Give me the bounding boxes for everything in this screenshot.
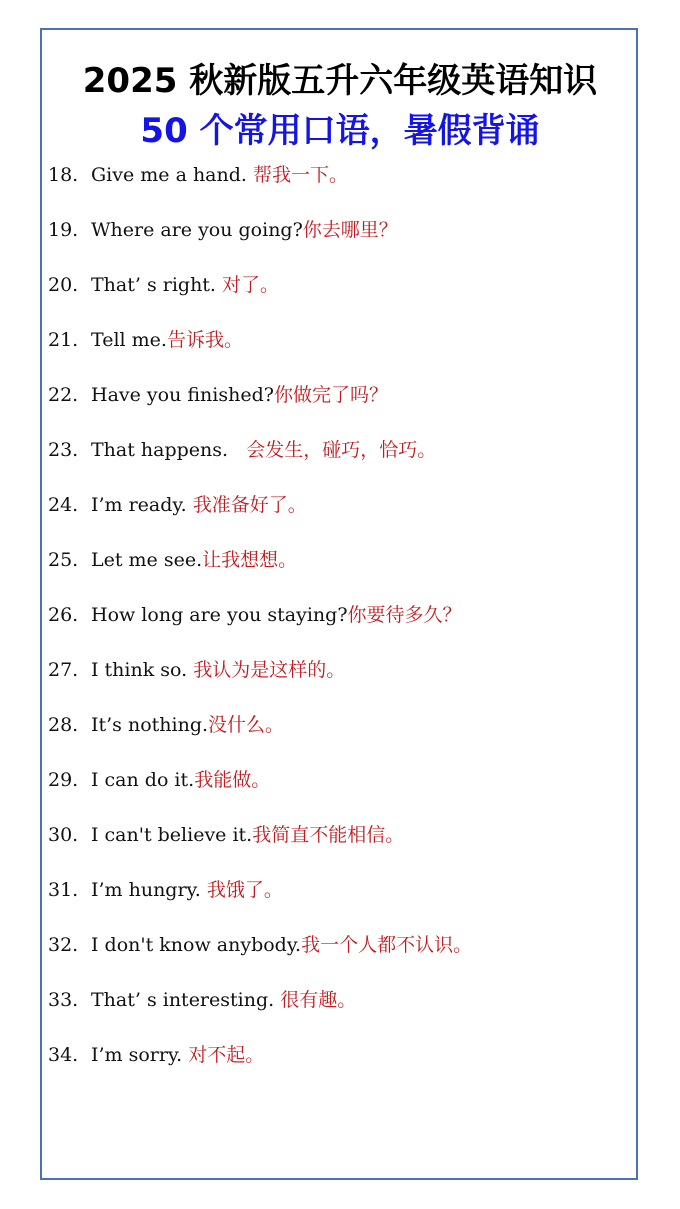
phrase-item <box>48 710 633 765</box>
phrase-number: 19. <box>48 219 79 241</box>
english-phrase: I’m hungry. <box>91 879 201 901</box>
english-phrase: Have you finished? <box>91 384 274 406</box>
phrase-item <box>48 435 633 490</box>
phrase-item <box>48 1040 633 1095</box>
phrase-item <box>48 655 633 710</box>
phrase-item <box>48 930 633 985</box>
phrase-item <box>48 380 633 435</box>
chinese-translation: 对不起。 <box>188 1044 265 1066</box>
chinese-translation: 我简直不能相信。 <box>252 824 405 846</box>
page-title: 2025 秋新版五升六年级英语知识 <box>82 61 598 101</box>
english-phrase: I think so. <box>91 659 188 681</box>
chinese-translation: 告诉我。 <box>166 329 243 351</box>
chinese-translation: 会发生，碰巧，恰巧。 <box>246 439 437 461</box>
phrase-item <box>48 325 633 380</box>
phrase-number: 22. <box>48 384 79 406</box>
phrase-number: 30. <box>48 824 79 846</box>
chinese-translation: 我认为是这样的。 <box>193 659 346 681</box>
phrase-item <box>48 215 633 270</box>
phrase-number: 28. <box>48 714 79 736</box>
phrase-item <box>48 270 633 325</box>
phrase-number: 23. <box>48 439 79 461</box>
chinese-translation: 你做完了吗？ <box>273 384 388 406</box>
phrase-number: 25. <box>48 549 79 571</box>
phrase-item <box>48 600 633 655</box>
english-phrase: Where are you going? <box>91 219 303 241</box>
phrase-number: 29. <box>48 769 79 791</box>
phrase-item <box>48 875 633 930</box>
phrase-number: 26. <box>48 604 79 626</box>
english-phrase: I’m ready. <box>91 494 187 516</box>
phrase-number: 31. <box>48 879 79 901</box>
phrase-item <box>48 820 633 875</box>
phrase-list <box>48 160 633 1095</box>
chinese-translation: 我能做。 <box>194 769 271 791</box>
chinese-translation: 对了。 <box>222 274 280 296</box>
chinese-translation: 你要待多久？ <box>347 604 462 626</box>
english-phrase: That’ s interesting. <box>91 989 275 1011</box>
english-phrase: How long are you staying? <box>91 604 348 626</box>
english-phrase: Tell me. <box>91 329 167 351</box>
phrase-number: 34. <box>48 1044 79 1066</box>
chinese-translation: 你去哪里？ <box>302 219 398 241</box>
english-phrase: Let me see. <box>91 549 203 571</box>
chinese-translation: 我一个人都不认识。 <box>301 934 473 956</box>
english-phrase: I don't know anybody. <box>91 934 302 956</box>
phrase-number: 24. <box>48 494 79 516</box>
english-phrase: That happens. <box>91 439 229 461</box>
english-phrase: I’m sorry. <box>91 1044 183 1066</box>
english-phrase: I can do it. <box>91 769 195 791</box>
page-subtitle: 50 个常用口语，暑假背诵 <box>140 111 540 151</box>
phrase-item <box>48 985 633 1040</box>
phrase-number: 21. <box>48 329 79 351</box>
chinese-translation: 没什么。 <box>208 714 285 736</box>
english-phrase: It’s nothing. <box>91 714 209 736</box>
chinese-translation: 我饿了。 <box>206 879 283 901</box>
phrase-item <box>48 765 633 820</box>
chinese-translation: 我准备好了。 <box>192 494 307 516</box>
chinese-translation: 很有趣。 <box>280 989 357 1011</box>
phrase-number: 32. <box>48 934 79 956</box>
chinese-translation: 让我想想。 <box>202 549 298 571</box>
phrase-number: 27. <box>48 659 79 681</box>
english-phrase: I can't believe it. <box>91 824 253 846</box>
phrase-number: 20. <box>48 274 79 296</box>
english-phrase: That’ s right. <box>91 274 216 296</box>
phrase-number: 33. <box>48 989 79 1011</box>
phrase-item <box>48 545 633 600</box>
english-phrase: Give me a hand. <box>91 164 247 186</box>
phrase-number: 18. <box>48 164 79 186</box>
phrase-item <box>48 490 633 545</box>
phrase-item <box>48 160 633 215</box>
chinese-translation: 帮我一下。 <box>253 164 349 186</box>
